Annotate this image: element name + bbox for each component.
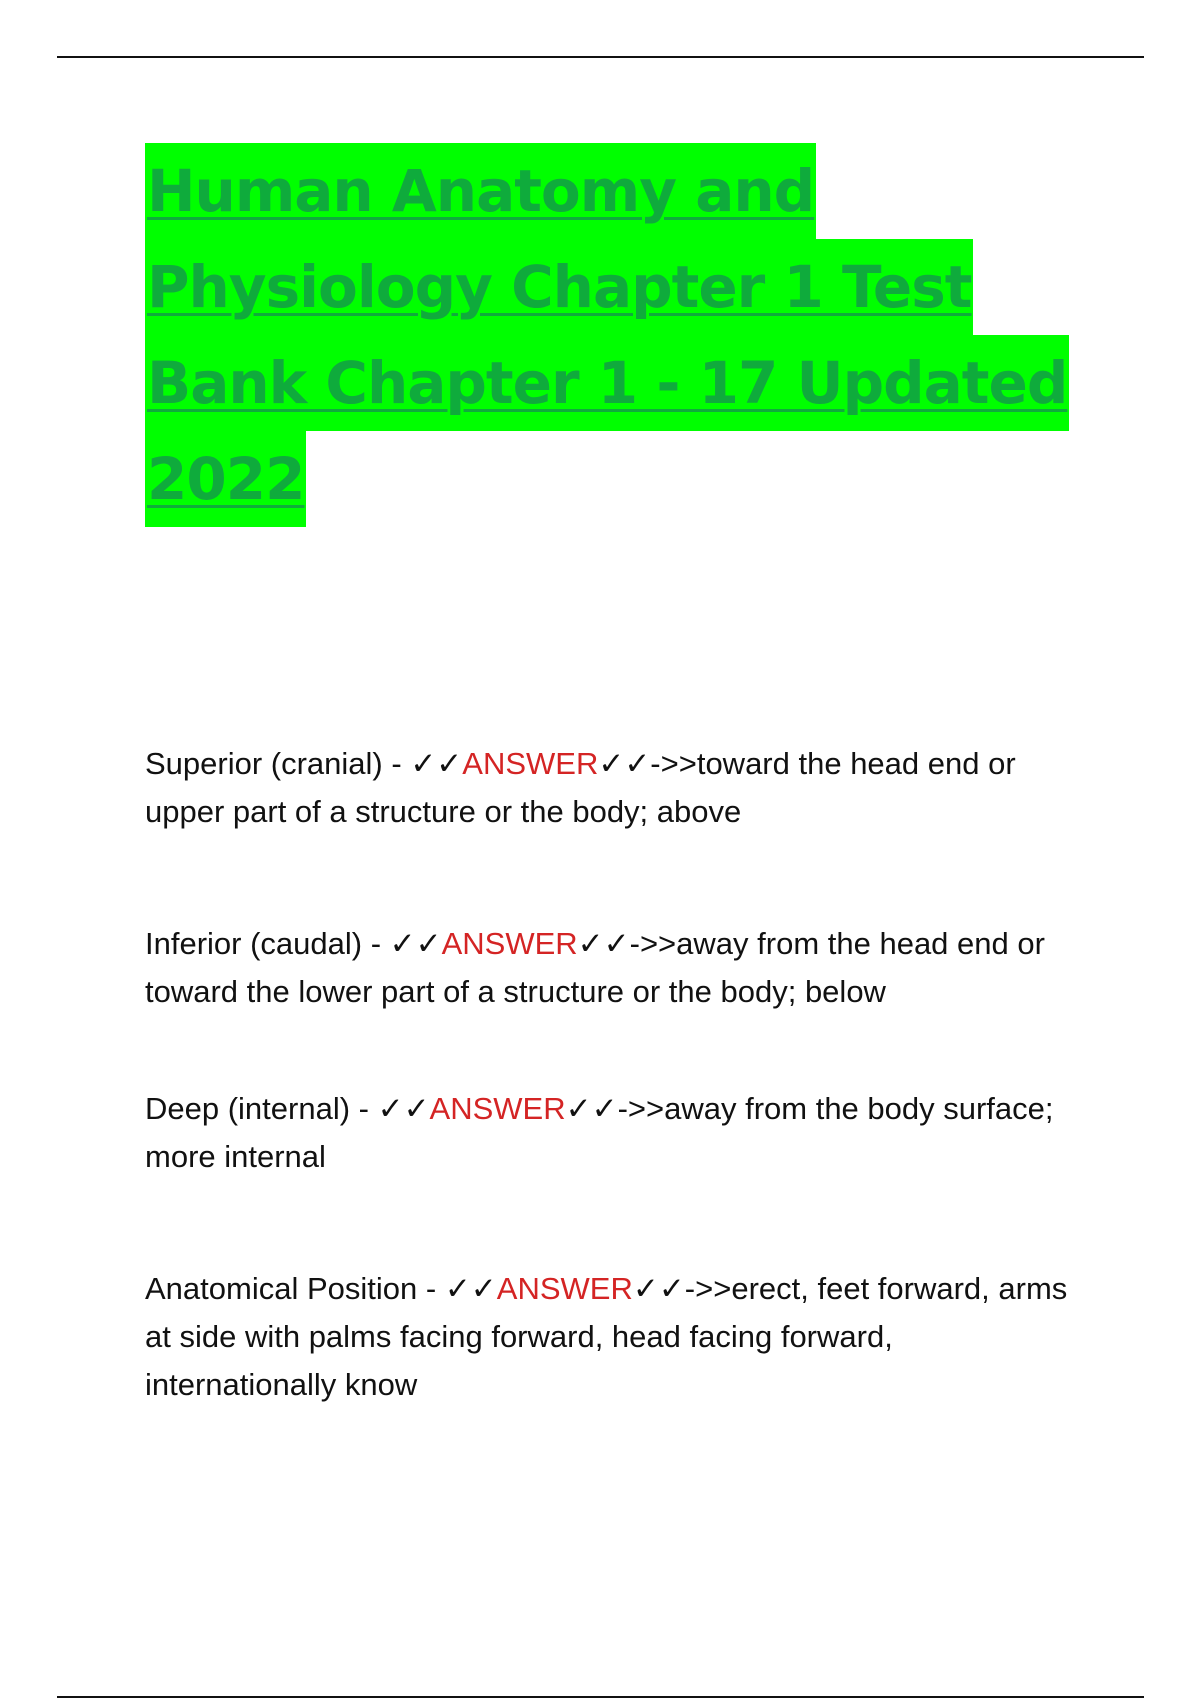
qa-entry-deep bbox=[145, 1085, 1075, 1181]
answer-label: ANSWER bbox=[496, 1271, 633, 1306]
qa-entry-inferior bbox=[145, 920, 1075, 1016]
checkmark-icon: ✓✓ bbox=[389, 926, 442, 961]
entry-definition: ->>away from the body surface; more internal bbox=[145, 1091, 1054, 1174]
checkmark-icon: ✓✓ bbox=[377, 1091, 430, 1126]
title-line: 2022 bbox=[145, 431, 306, 527]
checkmark-icon: ✓✓ bbox=[410, 746, 463, 781]
entry-term: Deep (internal) - bbox=[145, 1091, 378, 1126]
checkmark-icon: ✓✓ bbox=[444, 1271, 497, 1306]
entry-definition: ->>erect, feet forward, arms at side with palms facing forward, head facing forward, internationally know bbox=[145, 1271, 1068, 1402]
checkmark-icon: ✓✓ bbox=[577, 926, 630, 961]
answer-label: ANSWER bbox=[429, 1091, 566, 1126]
checkmark-icon: ✓✓ bbox=[598, 746, 651, 781]
top-rule bbox=[57, 56, 1144, 58]
document-title bbox=[145, 143, 1068, 527]
title-line: Bank Chapter 1 - 17 Updated bbox=[145, 335, 1069, 431]
qa-entry-anatomical-position bbox=[145, 1265, 1075, 1409]
qa-entry-superior bbox=[145, 740, 1075, 836]
entry-definition: ->>toward the head end or upper part of a structure or the body; above bbox=[145, 746, 1016, 829]
answer-label: ANSWER bbox=[441, 926, 578, 961]
entry-term: Superior (cranial) - bbox=[145, 746, 411, 781]
answer-label: ANSWER bbox=[462, 746, 599, 781]
bottom-rule bbox=[57, 1696, 1144, 1698]
title-line: Physiology Chapter 1 Test bbox=[145, 239, 973, 335]
entry-term: Inferior (caudal) - bbox=[145, 926, 390, 961]
checkmark-icon: ✓✓ bbox=[565, 1091, 618, 1126]
entry-definition: ->>away from the head end or toward the lower part of a structure or the body; below bbox=[145, 926, 1045, 1009]
title-line: Human Anatomy and bbox=[145, 143, 816, 239]
checkmark-icon: ✓✓ bbox=[632, 1271, 685, 1306]
entry-term: Anatomical Position - bbox=[145, 1271, 445, 1306]
